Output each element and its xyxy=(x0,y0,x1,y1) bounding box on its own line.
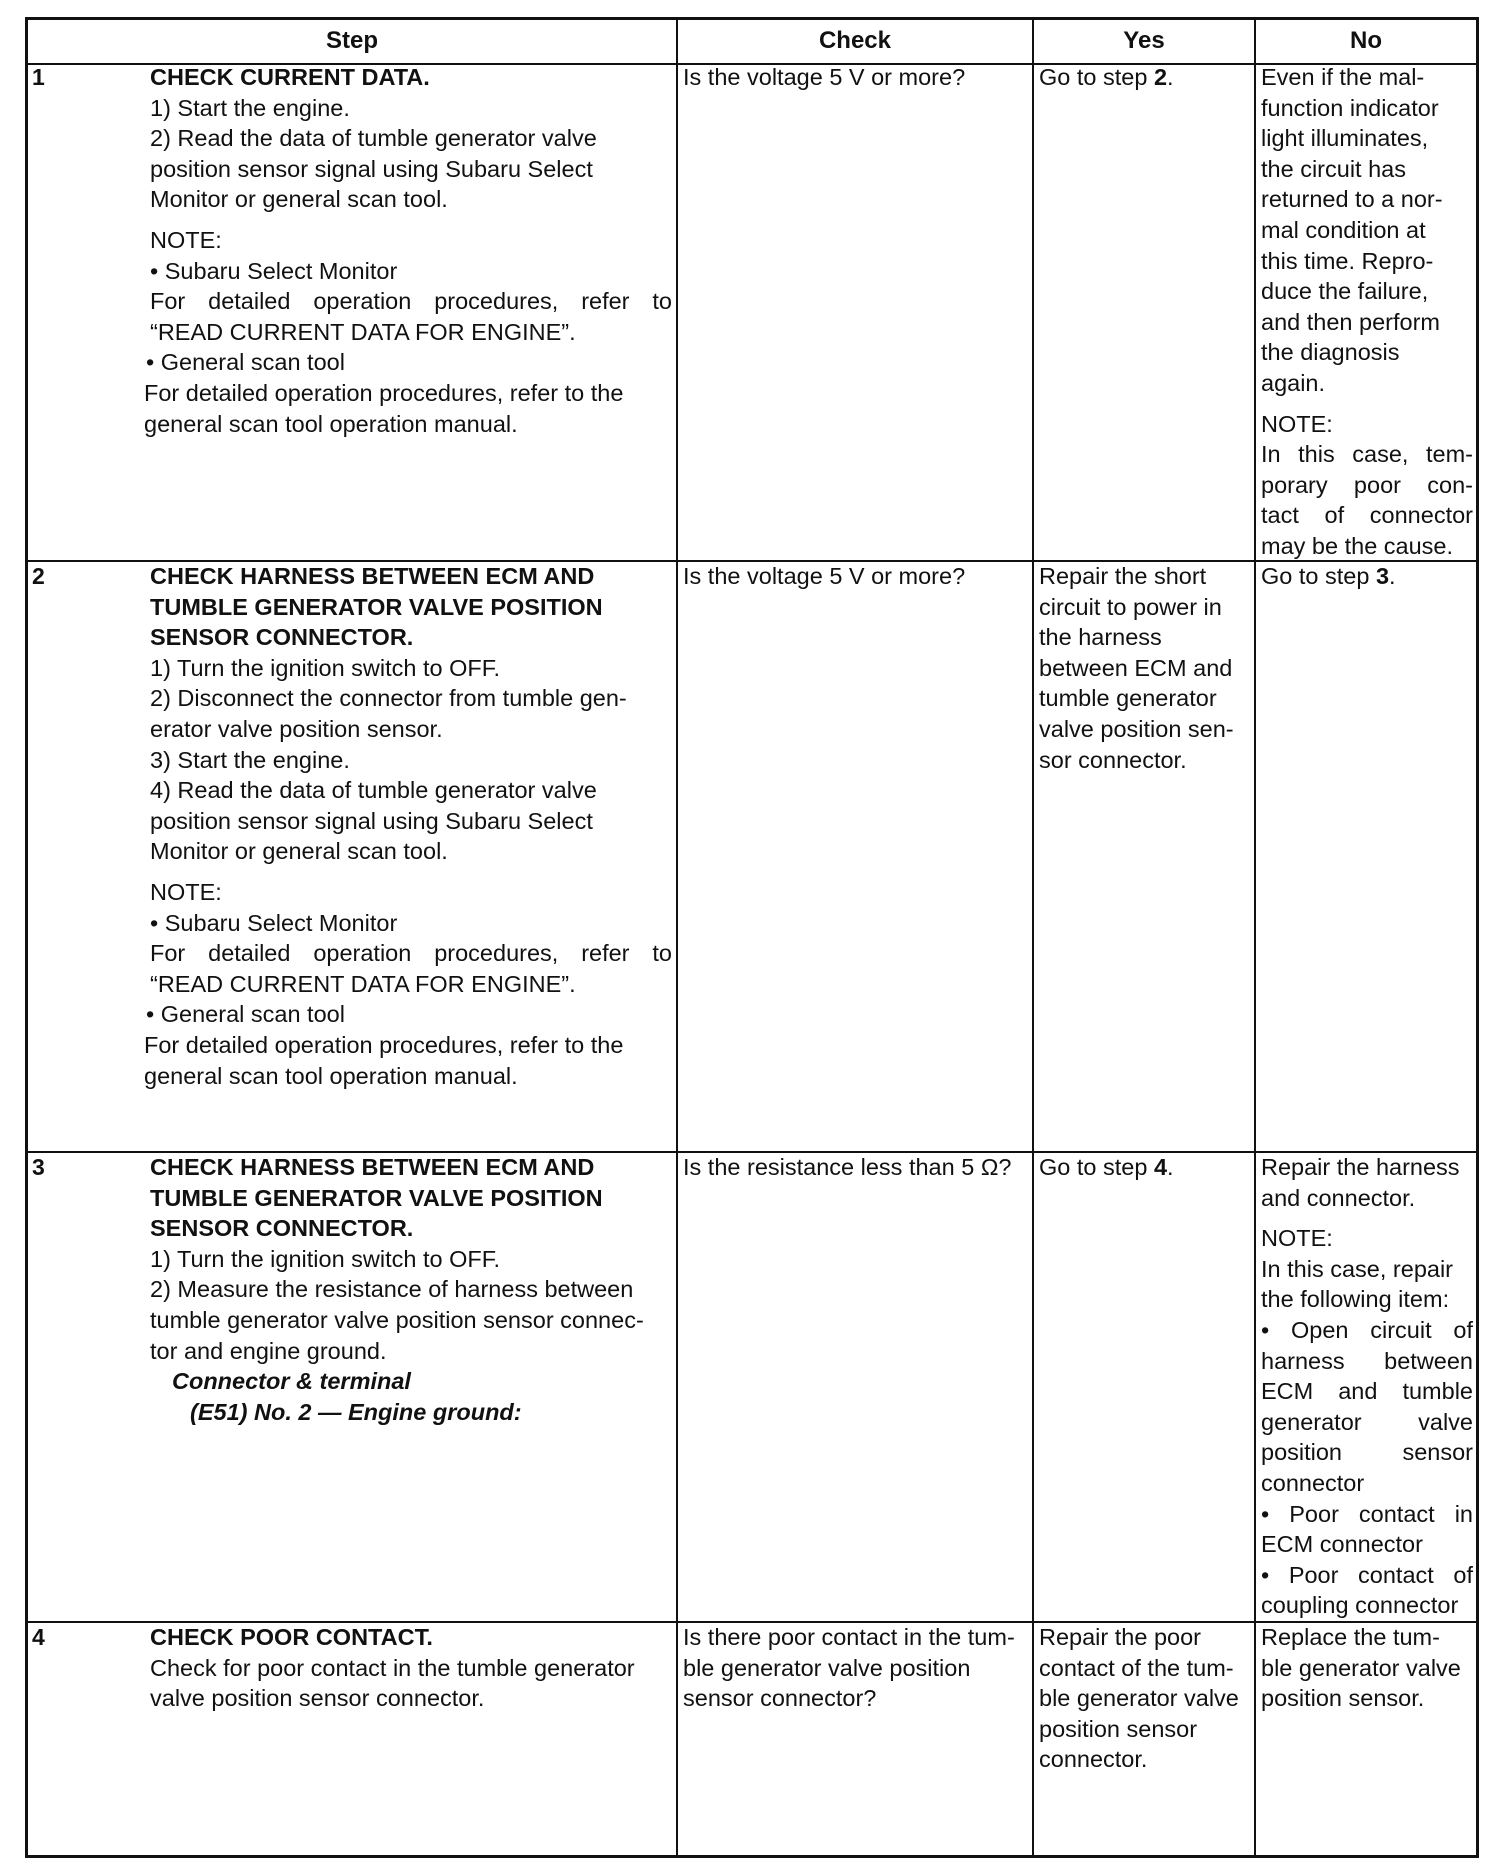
note-text: connector xyxy=(1261,1469,1365,1496)
yes-text: Repair the short xyxy=(1039,563,1207,589)
no-text: Repair the harness xyxy=(1261,1154,1460,1180)
column-divider xyxy=(1032,17,1034,1858)
instruction: position sensor signal using Subaru Select xyxy=(150,807,593,834)
note-text: “READ CURRENT DATA FOR ENGINE”. xyxy=(150,318,576,345)
note-label: NOTE: xyxy=(150,878,222,905)
step-title: SENSOR CONNECTOR. xyxy=(150,624,414,651)
connector-terminal-spec: (E51) No. 2 — Engine ground: xyxy=(190,1398,522,1425)
no-text: this time. Repro- xyxy=(1261,247,1434,274)
header-step: Step xyxy=(325,27,378,54)
note-bullet: • Subaru Select Monitor xyxy=(150,909,398,936)
no-text: function indicator xyxy=(1261,94,1439,121)
step-number: 4 xyxy=(32,1624,45,1650)
step-title: TUMBLE GENERATOR VALVE POSITION xyxy=(150,1184,603,1211)
connector-terminal-label: Connector & terminal xyxy=(172,1368,411,1395)
yes-text: Go to step xyxy=(1039,1154,1154,1180)
yes-text: Repair the poor xyxy=(1039,1624,1201,1650)
header-yes: Yes xyxy=(1123,27,1165,54)
step-4-check xyxy=(683,1622,1028,1714)
instruction: 3) Start the engine. xyxy=(150,746,350,773)
instruction: tor and engine ground. xyxy=(150,1337,387,1364)
note-bullet: • Subaru Select Monitor xyxy=(150,257,398,284)
step-number: 1 xyxy=(32,64,45,90)
no-text: light illuminates, xyxy=(1261,125,1429,152)
instruction: 2) Disconnect the connector from tumble gen- xyxy=(150,685,627,712)
note-text: coupling connector xyxy=(1261,1592,1459,1619)
step-2-procedure xyxy=(144,561,672,1091)
step-2-check: Is the voltage 5 V or more? xyxy=(683,563,966,589)
instruction: Monitor or general scan tool. xyxy=(150,838,448,865)
note-bullet: • Poor contact of xyxy=(1261,1561,1473,1588)
note-text: ECM and tumble xyxy=(1261,1378,1473,1405)
step-1-no xyxy=(1261,62,1473,562)
yes-text: position sensor xyxy=(1039,1715,1198,1742)
yes-text: . xyxy=(1167,1154,1174,1180)
step-2-yes xyxy=(1039,561,1251,775)
note-text: For detailed operation procedures, refer to xyxy=(150,940,672,967)
note-text: tact of connector xyxy=(1261,502,1473,529)
note-text: For detailed operation procedures, refer to xyxy=(150,288,672,315)
instruction: Check for poor contact in the tumble generator xyxy=(150,1654,635,1681)
note-bullet: • General scan tool xyxy=(146,1001,345,1028)
yes-text: contact of the tum- xyxy=(1039,1654,1234,1681)
no-text: Go to step xyxy=(1261,563,1376,589)
note-text: generator valve xyxy=(1261,1408,1473,1435)
note-text: general scan tool operation manual. xyxy=(144,1062,518,1089)
no-text: ble generator valve xyxy=(1261,1654,1461,1681)
step-3-yes xyxy=(1039,1152,1251,1183)
instruction: 4) Read the data of tumble generator valve xyxy=(150,777,597,804)
column-divider xyxy=(1254,17,1256,1858)
instruction: 1) Start the engine. xyxy=(150,94,350,121)
yes-text: sor connector. xyxy=(1039,746,1187,773)
step-4-yes xyxy=(1039,1622,1251,1775)
step-1-procedure xyxy=(144,62,672,439)
step-1-yes xyxy=(1039,62,1251,93)
note-text: harness between xyxy=(1261,1347,1473,1374)
column-divider xyxy=(676,17,678,1858)
step-1-check: Is the voltage 5 V or more? xyxy=(683,64,966,90)
note-text: For detailed operation procedures, refer to the xyxy=(144,379,624,406)
step-title: CHECK HARNESS BETWEEN ECM AND xyxy=(150,1154,595,1180)
no-text: the diagnosis xyxy=(1261,339,1400,366)
no-text: the circuit has xyxy=(1261,155,1406,182)
note-text: In this case, repair xyxy=(1261,1255,1454,1282)
step-2-no xyxy=(1261,561,1473,592)
note-bullet: • Open circuit of xyxy=(1261,1316,1473,1343)
yes-text: circuit to power in xyxy=(1039,593,1222,620)
step-3-check: Is the resistance less than 5 Ω? xyxy=(683,1154,1012,1180)
note-text: In this case, tem- xyxy=(1261,441,1473,468)
note-text: position sensor xyxy=(1261,1439,1473,1466)
yes-text: . xyxy=(1167,64,1174,90)
note-text: For detailed operation procedures, refer to the xyxy=(144,1031,624,1058)
note-label: NOTE: xyxy=(1261,1225,1333,1252)
no-text: returned to a nor- xyxy=(1261,186,1443,213)
note-label: NOTE: xyxy=(1261,410,1333,437)
no-text: Replace the tum- xyxy=(1261,1624,1440,1650)
note-text: ECM connector xyxy=(1261,1531,1423,1558)
step-4-no xyxy=(1261,1622,1473,1714)
step-title: TUMBLE GENERATOR VALVE POSITION xyxy=(150,593,603,620)
no-text: Even if the mal- xyxy=(1261,64,1425,90)
note-bullet: • Poor contact in xyxy=(1261,1500,1473,1527)
note-text: “READ CURRENT DATA FOR ENGINE”. xyxy=(150,970,576,997)
step-number: 3 xyxy=(32,1154,45,1180)
yes-text: tumble generator xyxy=(1039,685,1217,712)
note-text: the following item: xyxy=(1261,1286,1450,1313)
step-title: SENSOR CONNECTOR. xyxy=(150,1215,414,1242)
no-text: again. xyxy=(1261,369,1326,396)
no-text: . xyxy=(1389,563,1396,589)
note-label: NOTE: xyxy=(150,226,222,253)
step-3-no xyxy=(1261,1152,1473,1621)
step-title: CHECK HARNESS BETWEEN ECM AND xyxy=(150,563,595,589)
no-text: duce the failure, xyxy=(1261,278,1429,305)
note-text: general scan tool operation manual. xyxy=(144,410,518,437)
no-text: and connector. xyxy=(1261,1184,1416,1211)
check-text: ble generator valve position xyxy=(683,1654,971,1681)
check-text: Is there poor contact in the tum- xyxy=(683,1624,1015,1650)
instruction: Monitor or general scan tool. xyxy=(150,186,448,213)
step-title: CHECK POOR CONTACT. xyxy=(150,1624,433,1650)
instruction: tumble generator valve position sensor connec- xyxy=(150,1306,644,1333)
note-bullet: • General scan tool xyxy=(146,349,345,376)
yes-text: between ECM and xyxy=(1039,654,1233,681)
yes-text: ble generator valve xyxy=(1039,1685,1239,1712)
instruction: position sensor signal using Subaru Select xyxy=(150,155,593,182)
yes-text: Go to step xyxy=(1039,64,1154,90)
yes-text: valve position sen- xyxy=(1039,715,1234,742)
instruction: 2) Read the data of tumble generator valve xyxy=(150,125,597,152)
step-title: CHECK CURRENT DATA. xyxy=(150,64,430,90)
instruction: valve position sensor connector. xyxy=(150,1685,485,1712)
header-check: Check xyxy=(818,27,892,54)
step-3-procedure xyxy=(150,1152,672,1427)
check-text: sensor connector? xyxy=(683,1685,877,1712)
step-reference: 4 xyxy=(1153,1154,1168,1180)
instruction: 1) Turn the ignition switch to OFF. xyxy=(150,1245,501,1272)
yes-text: connector. xyxy=(1039,1746,1148,1773)
no-text: mal condition at xyxy=(1261,216,1426,243)
step-reference: 3 xyxy=(1375,563,1390,589)
yes-text: the harness xyxy=(1039,624,1162,651)
instruction: 2) Measure the resistance of harness between xyxy=(150,1276,634,1303)
no-text: position sensor. xyxy=(1261,1685,1425,1712)
step-number: 2 xyxy=(32,563,45,589)
note-text: porary poor con- xyxy=(1261,471,1473,498)
instruction: 1) Turn the ignition switch to OFF. xyxy=(150,654,501,681)
instruction: erator valve position sensor. xyxy=(150,715,443,742)
step-reference: 2 xyxy=(1153,64,1168,90)
no-text: and then perform xyxy=(1261,308,1440,335)
note-text: may be the cause. xyxy=(1261,532,1454,559)
step-4-procedure xyxy=(150,1622,672,1714)
header-no: No xyxy=(1350,27,1382,54)
